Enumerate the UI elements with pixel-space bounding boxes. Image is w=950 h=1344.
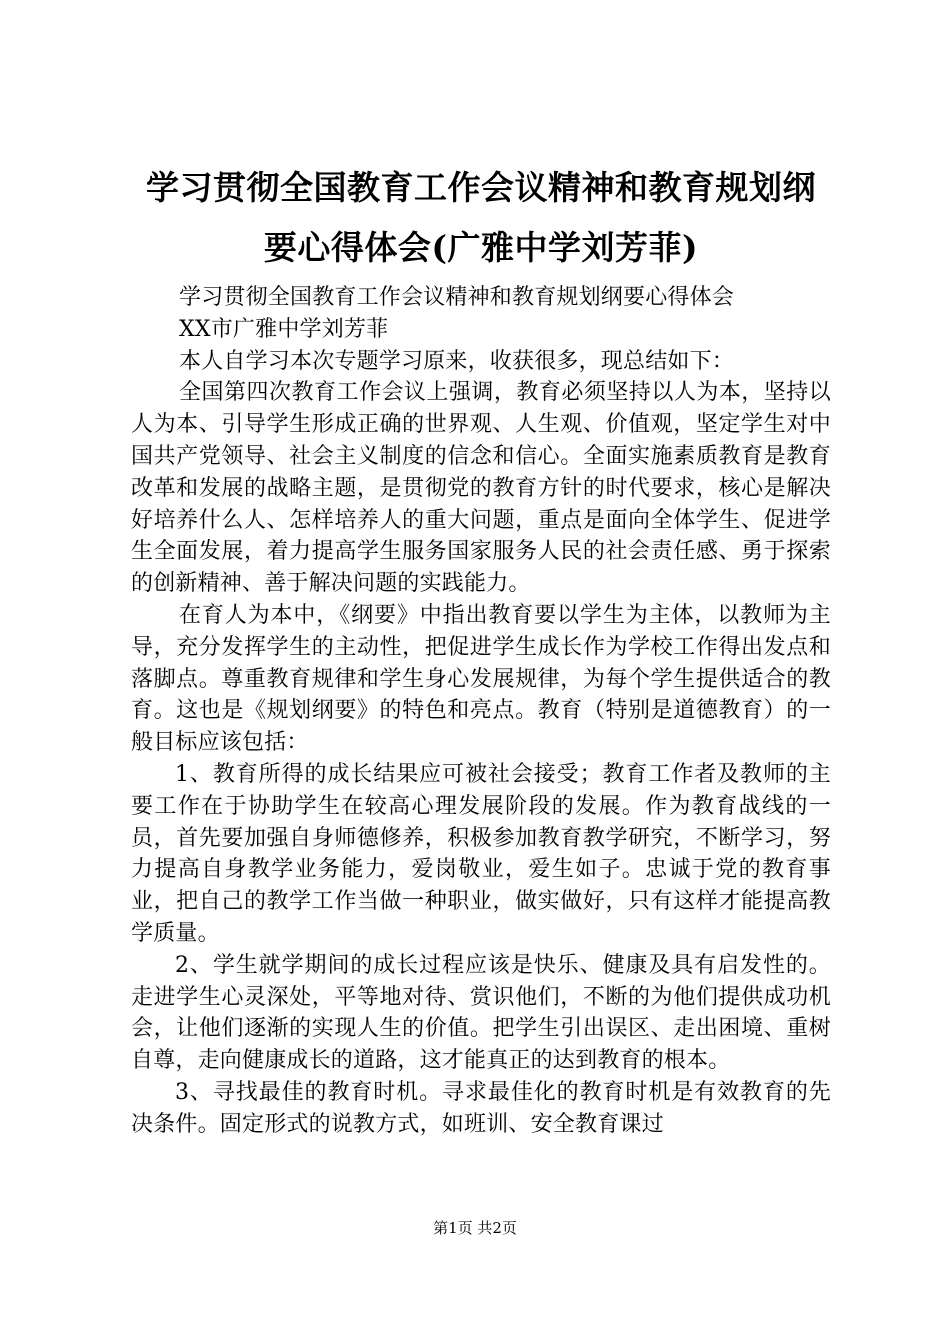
document-page — [131, 158, 831, 1141]
numbered-paragraph: 2、学生就学期间的成长过程应该是快乐、健康及具有启发性的。走进学生心灵深处，平等地对待、赏识他们，不断的为他们提供成功机会，让他们逐渐的实现人生的价值。把学生引出误区、走出困境、重树自尊，走向健康成长的道路，这才能真正的达到教育的根本。 — [131, 952, 831, 1074]
author-paragraph: XX市广雅中学刘芳菲 — [179, 316, 389, 342]
body-paragraph: 全国第四次教育工作会议上强调，教育必须坚持以人为本，坚持以人为本、引导学生形成正确的世界观、人生观、价值观，坚定学生对中国共产党领导、社会主义制度的信念和信心。全面实施素质教育是教育改革和发展的战略主题，是贯彻党的教育方针的时代要求，核心是解决好培养什么人、怎样培养人的重大问题，重点是面向全体学生、促进学生全面发展，着力提高学生服务国家服务人民的社会责任感、勇于探索的创新精神、善于解决问题的实践能力。 — [131, 380, 831, 597]
intro-paragraph: 本人自学习本次专题学习原来，收获很多，现总结如下： — [179, 348, 735, 374]
document-title — [131, 158, 831, 278]
title-line-2: 要心得体会(广雅中学刘芳菲) — [263, 228, 699, 267]
document-body — [131, 282, 831, 1141]
numbered-paragraph: 3、寻找最佳的教育时机。寻求最佳化的教育时机是有效教育的先决条件。固定形式的说教方式，如班训、安全教育课过 — [131, 1079, 831, 1137]
body-paragraph: 在育人为本中，《纲要》中指出教育要以学生为主体，以教师为主导，充分发挥学生的主动性，把促进学生成长作为学校工作得出发点和落脚点。尊重教育规律和学生身心发展规律，为每个学生提供适合的教育。这也是《规划纲要》的特色和亮点。教育（特别是道德教育）的一般目标应该包括： — [131, 602, 831, 756]
subtitle-paragraph: 学习贯彻全国教育工作会议精神和教育规划纲要心得体会 — [179, 285, 735, 310]
title-line-1: 学习贯彻全国教育工作会议精神和教育规划纲 — [146, 168, 816, 207]
numbered-paragraph: 1、教育所得的成长结果应可被社会接受；教育工作者及教师的主要工作在于协助学生在较高心理发展阶段的发展。作为教育战线的一员，首先要加强自身师德修养，积极参加教育教学研究，不断学习，努力提高自身教学业务能力，爱岗敬业，爱生如子。忠诚于党的教育事业，把自己的教学工作当做一种职业，做实做好，只有这样才能提高教学质量。 — [131, 761, 831, 946]
page-footer: 第1页 共2页 — [433, 1219, 517, 1237]
